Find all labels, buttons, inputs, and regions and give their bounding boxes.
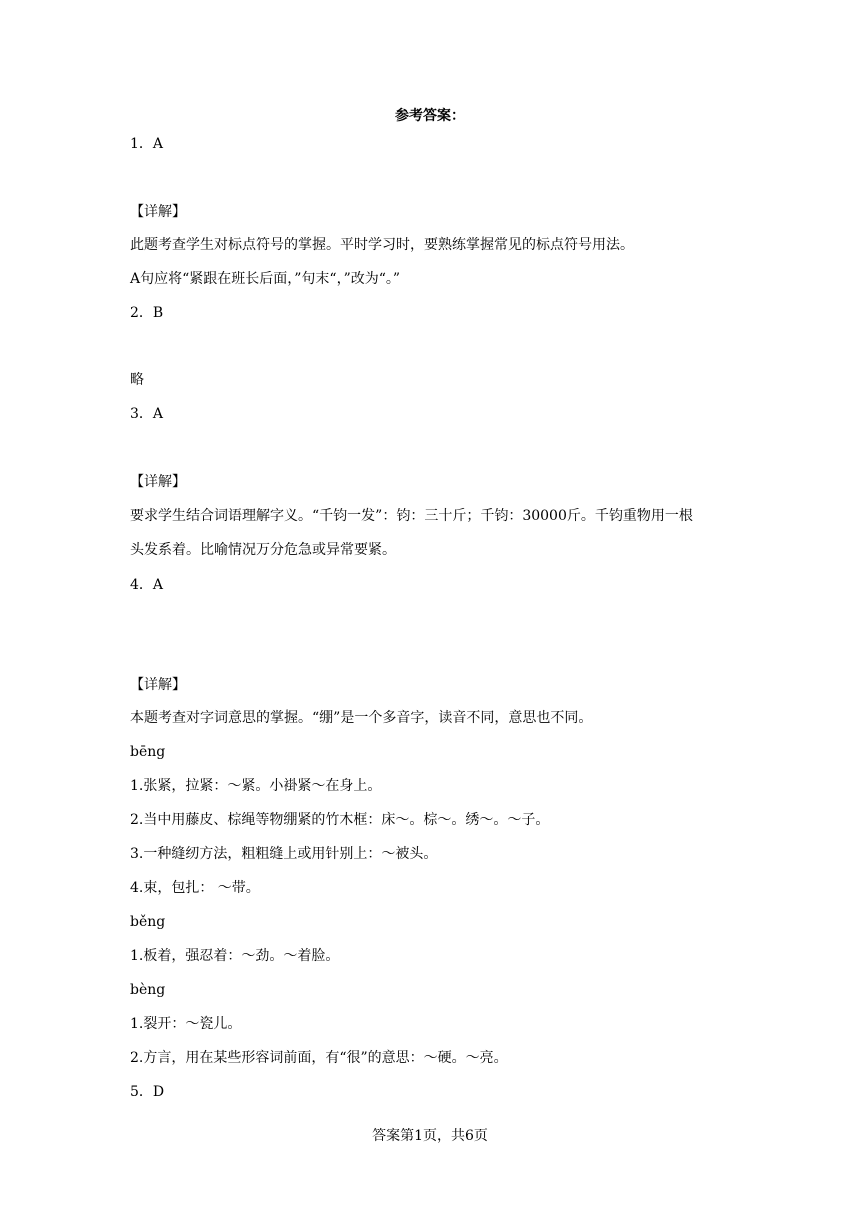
definition-beng4-2: 2.方言，用在某些形容词前面，有“很”的意思：～硬。～亮。 xyxy=(130,1050,508,1066)
definition-beng1-2: 2.当中用藤皮、棕绳等物绷紧的竹木框：床～。棕～。绣～。～子。 xyxy=(130,812,550,828)
detail-text-1: 此题考查学生对标点符号的掌握。平时学习时，要熟练掌握常见的标点符号用法。 xyxy=(130,237,634,253)
answer-1: 1．A xyxy=(130,136,164,152)
definition-beng3-1: 1.板着，强忍着：～劲。～着脸。 xyxy=(130,948,340,964)
detail-text-3a: 要求学生结合词语理解字义。“千钧一发”：钧：三十斤；千钧：30000斤。千钧重物用一根 xyxy=(130,508,693,524)
answer-2: 2．B xyxy=(130,305,164,321)
definition-beng1-4: 4.束，包扎： ～带。 xyxy=(130,880,260,896)
page-footer: 答案第1页，共6页 xyxy=(372,1128,488,1144)
detail-heading-1: 【详解】 xyxy=(130,204,186,220)
answer-2-note: 略 xyxy=(130,372,144,388)
detail-text-3b: 头发系着。比喻情况万分危急或异常要紧。 xyxy=(130,542,396,558)
answer-4: 4．A xyxy=(130,577,164,593)
definition-beng1-1: 1.张紧，拉紧：～紧。小褂紧～在身上。 xyxy=(130,778,382,794)
definition-beng1-3: 3.一种缝纫方法，粗粗缝上或用针别上：～被头。 xyxy=(130,846,438,862)
detail-text-4: 本题考查对字词意思的掌握。“绷”是一个多音字，读音不同，意思也不同。 xyxy=(130,710,593,726)
pinyin-beng3: běng xyxy=(130,914,166,930)
answer-5: 5．D xyxy=(130,1084,165,1100)
pinyin-beng4: bèng xyxy=(130,982,166,998)
detail-text-2: A句应将“紧跟在班长后面，”句末“，”改为“。” xyxy=(130,271,401,287)
detail-heading-3: 【详解】 xyxy=(130,474,186,490)
detail-heading-4: 【详解】 xyxy=(130,677,186,693)
pinyin-beng1: bēng xyxy=(130,744,166,760)
definition-beng4-1: 1.裂开：～瓷儿。 xyxy=(130,1016,242,1032)
page-title: 参考答案： xyxy=(395,108,465,124)
answer-3: 3．A xyxy=(130,406,164,422)
